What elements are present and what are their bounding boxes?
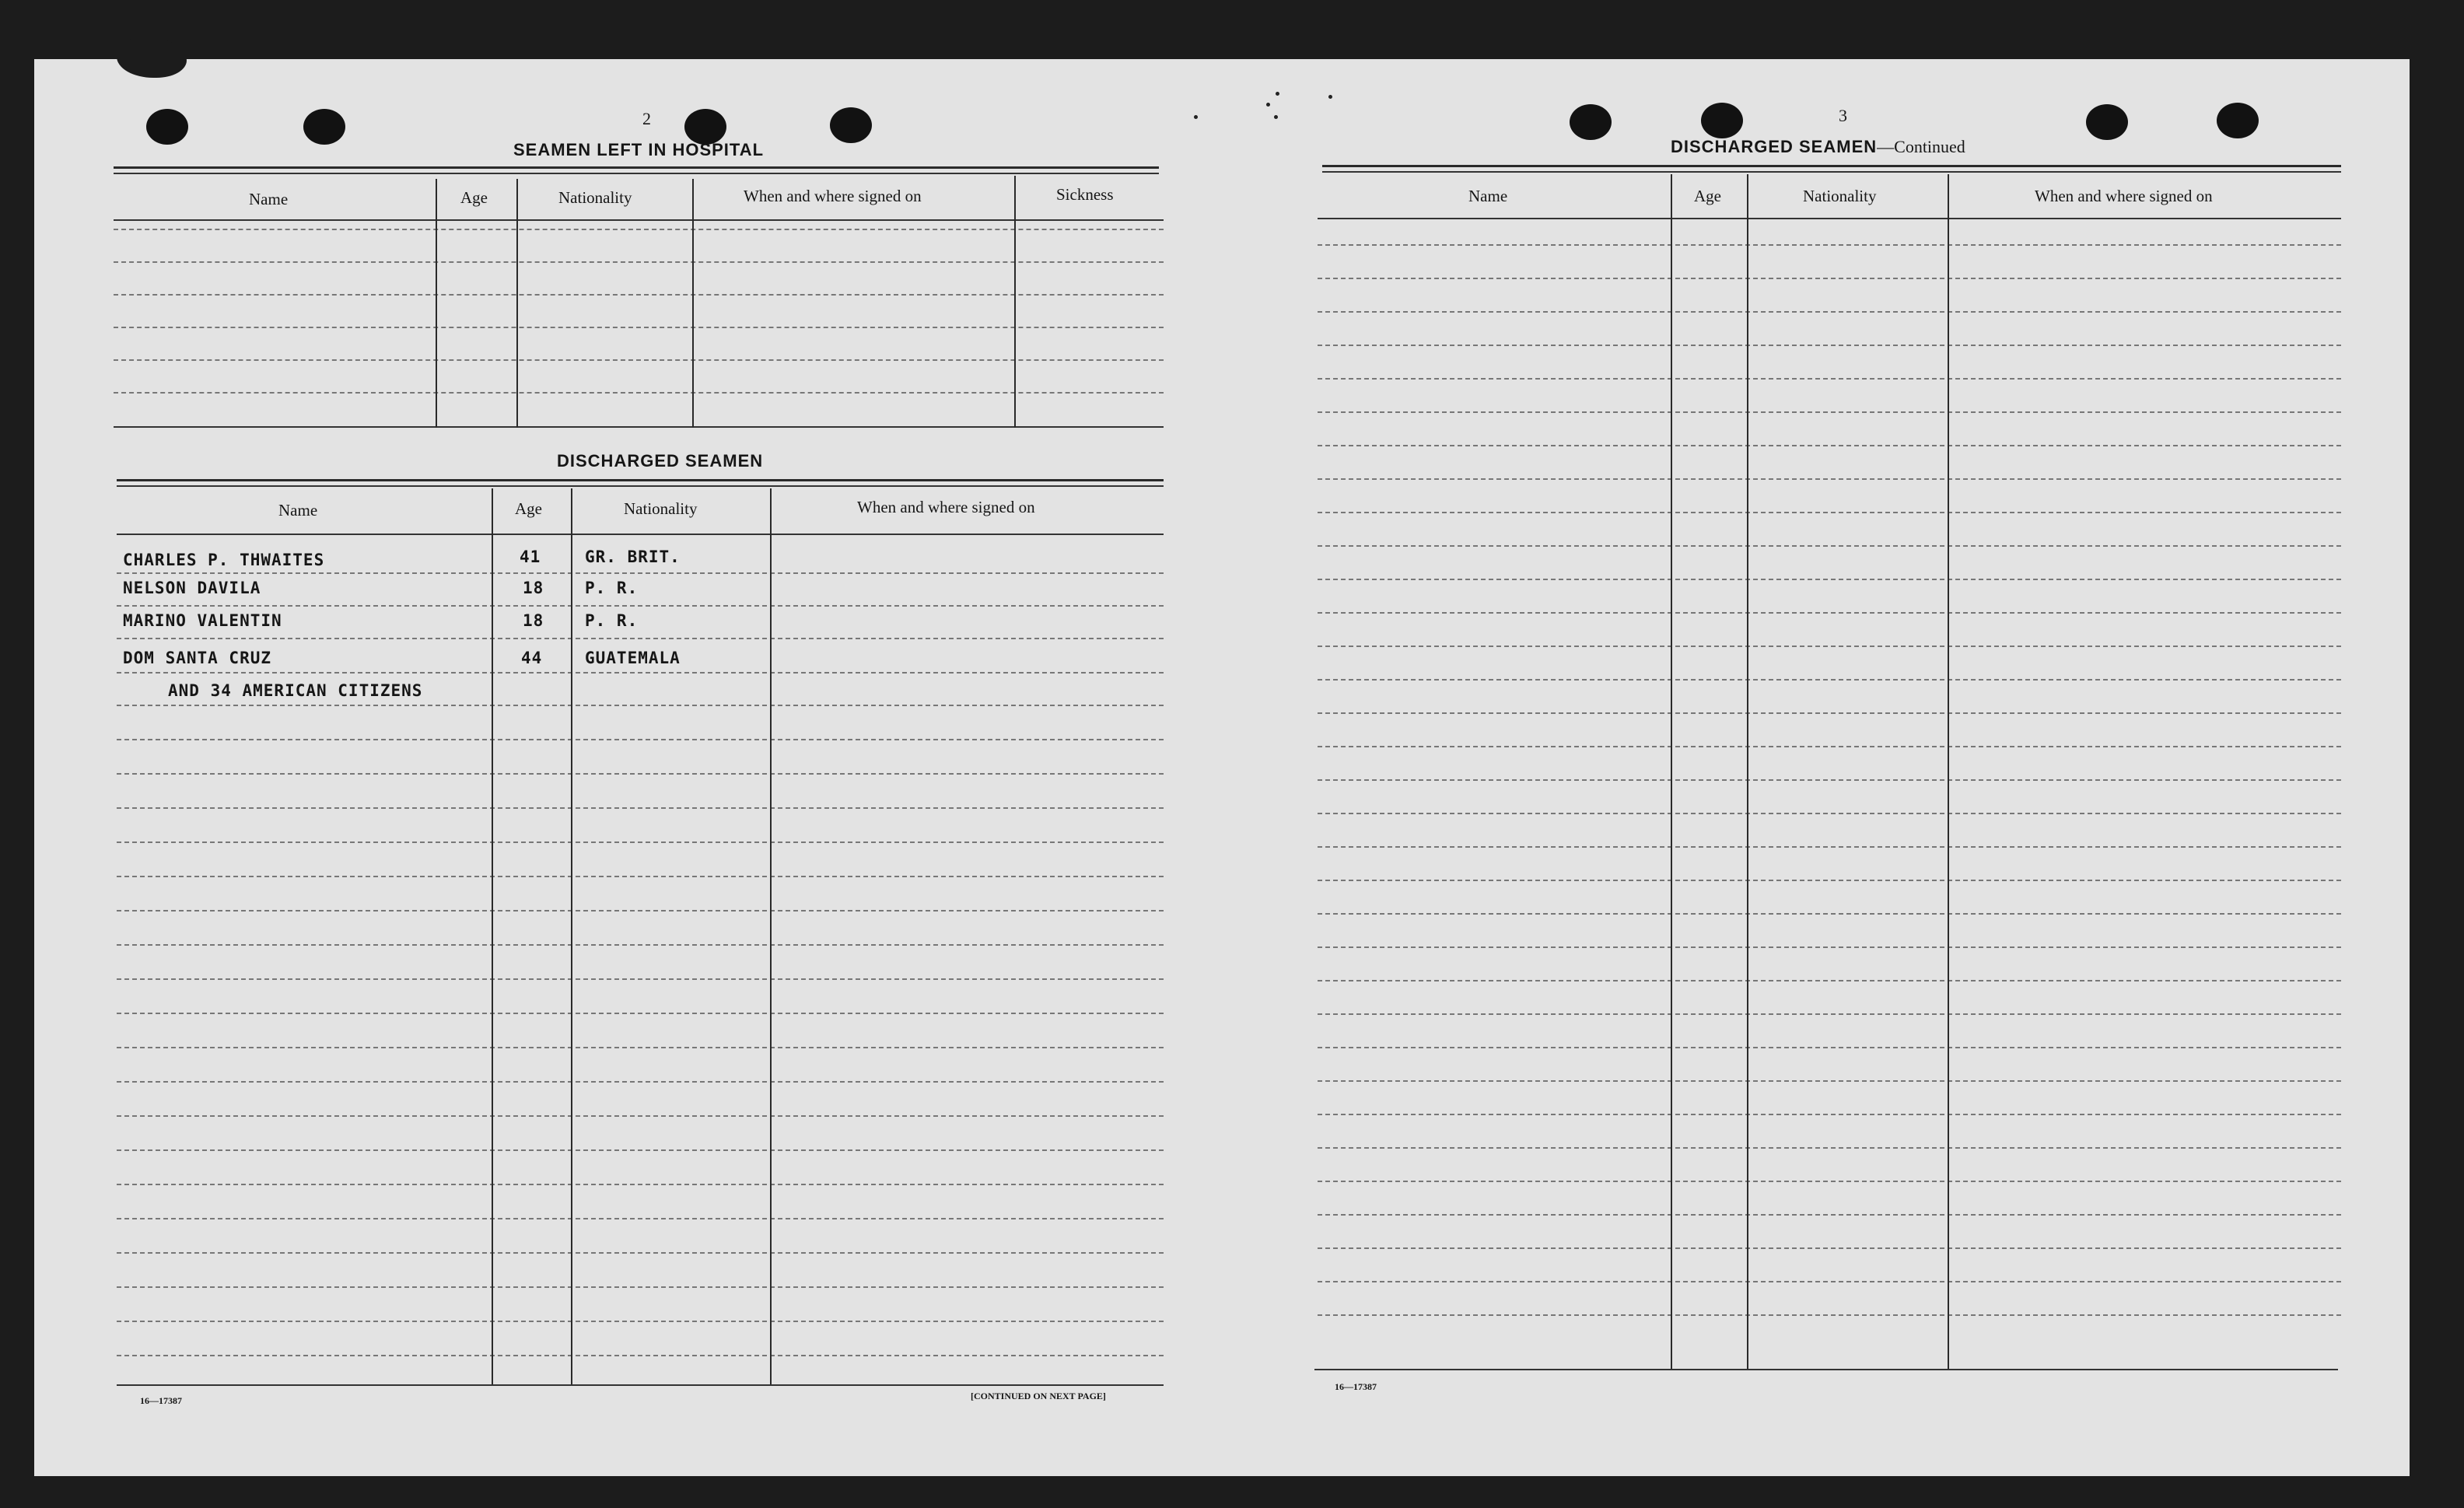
column-header-signed-on: When and where signed on — [857, 498, 1035, 516]
rule — [114, 261, 1164, 263]
rule — [117, 1384, 1164, 1386]
rule — [117, 944, 1164, 946]
cell-nationality: GUATEMALA — [585, 649, 681, 667]
rule — [1318, 1047, 2341, 1048]
cell-name: NELSON DAVILA — [123, 579, 261, 597]
rule — [1318, 218, 2341, 219]
rule — [1314, 1369, 2338, 1370]
rule — [1318, 1314, 2341, 1316]
rule — [1318, 378, 2341, 380]
form-number: 16—17387 — [140, 1395, 182, 1406]
speck — [1194, 115, 1198, 119]
column-header-name: Name — [278, 501, 318, 520]
cell-age: 41 — [520, 548, 541, 566]
rule — [117, 1115, 1164, 1117]
rule — [117, 1184, 1164, 1185]
page-number: 3 — [1839, 106, 1847, 125]
punch-hole — [1570, 104, 1612, 140]
rule — [117, 1321, 1164, 1322]
rule — [1318, 746, 2341, 747]
rule — [117, 739, 1164, 740]
rule — [1322, 171, 2341, 173]
rule — [117, 534, 1164, 535]
speck — [1266, 103, 1270, 107]
rule — [1318, 545, 2341, 547]
cell-name: DOM SANTA CRUZ — [123, 649, 272, 667]
rule — [114, 229, 1164, 230]
cell-nationality: P. R. — [585, 579, 639, 597]
column-divider — [571, 488, 572, 1384]
rule — [114, 173, 1159, 174]
column-header-signed-on: When and where signed on — [744, 187, 922, 205]
rule — [117, 773, 1164, 775]
rule — [117, 1081, 1164, 1083]
rule — [1318, 1013, 2341, 1015]
rule — [1318, 913, 2341, 915]
torn-corner — [117, 37, 187, 78]
rule — [1322, 165, 2341, 167]
rule — [1318, 278, 2341, 279]
rule — [1318, 1247, 2341, 1249]
punch-hole — [1701, 103, 1743, 138]
rule — [117, 876, 1164, 877]
column-header-name: Name — [249, 190, 289, 208]
rule — [117, 978, 1164, 980]
discharged-continued-title — [1671, 137, 1965, 157]
column-header-age: Age — [460, 188, 488, 207]
rule — [1318, 980, 2341, 981]
rule — [1318, 1147, 2341, 1149]
rule — [117, 638, 1164, 639]
form-number: 16—17387 — [1335, 1381, 1377, 1392]
rule — [1318, 411, 2341, 413]
rule — [1318, 478, 2341, 480]
rule — [114, 426, 1164, 428]
rule — [1318, 1281, 2341, 1282]
rule — [1318, 345, 2341, 346]
column-divider — [436, 179, 437, 428]
rule — [1318, 1080, 2341, 1082]
column-divider — [492, 488, 493, 1384]
column-divider — [692, 179, 694, 428]
rule — [1318, 512, 2341, 513]
document-paper — [34, 59, 2410, 1476]
rule — [117, 1218, 1164, 1219]
column-header-age: Age — [1694, 187, 1721, 205]
title-suffix: —Continued — [1877, 137, 1965, 156]
rule — [114, 327, 1164, 328]
rule — [1318, 1114, 2341, 1115]
rule — [114, 294, 1164, 296]
rule — [117, 1355, 1164, 1356]
rule — [1318, 445, 2341, 446]
rule — [117, 485, 1164, 487]
rule — [1318, 946, 2341, 948]
rule — [114, 166, 1159, 169]
rule — [1318, 813, 2341, 814]
page-number: 2 — [642, 109, 651, 128]
column-header-name: Name — [1468, 187, 1508, 205]
rule — [117, 807, 1164, 809]
rule — [117, 841, 1164, 843]
column-divider — [1948, 174, 1949, 1369]
rule — [114, 392, 1164, 394]
column-header-nationality: Nationality — [558, 188, 632, 207]
rule — [117, 605, 1164, 607]
column-header-nationality: Nationality — [1803, 187, 1877, 205]
rule — [117, 705, 1164, 706]
rule — [1318, 1214, 2341, 1216]
rule — [117, 672, 1164, 674]
column-divider — [770, 488, 772, 1384]
rule — [117, 1047, 1164, 1048]
rule — [1318, 779, 2341, 781]
rule — [1318, 1181, 2341, 1182]
rule — [117, 910, 1164, 911]
rule — [1318, 612, 2341, 614]
cell-nationality: GR. BRIT. — [585, 548, 681, 566]
rule — [1318, 646, 2341, 647]
cell-age: 44 — [521, 649, 543, 667]
continued-note: [CONTINUED ON NEXT PAGE] — [971, 1391, 1106, 1401]
title-main: DISCHARGED SEAMEN — [1671, 137, 1878, 156]
rule — [1318, 679, 2341, 681]
rule — [1318, 244, 2341, 246]
rule — [117, 1286, 1164, 1288]
rule — [114, 359, 1164, 361]
rule — [114, 219, 1164, 221]
rule — [1318, 579, 2341, 580]
speck — [1276, 92, 1279, 96]
speck — [1274, 115, 1278, 119]
cell-age: 18 — [523, 579, 544, 597]
punch-hole — [830, 107, 872, 143]
rule — [117, 1013, 1164, 1014]
rule — [1318, 846, 2341, 848]
column-header-age: Age — [515, 499, 542, 518]
cell-nationality: P. R. — [585, 611, 639, 630]
column-divider — [516, 179, 518, 428]
cell-age: 18 — [523, 611, 544, 630]
column-divider — [1747, 174, 1748, 1369]
column-header-signed-on: When and where signed on — [2035, 187, 2213, 205]
rule — [117, 572, 1164, 574]
rule — [117, 1149, 1164, 1151]
rule — [1318, 311, 2341, 313]
punch-hole — [2217, 103, 2259, 138]
column-divider — [1671, 174, 1672, 1369]
rule — [1318, 880, 2341, 881]
cell-name: CHARLES P. THWAITES — [123, 551, 325, 569]
column-header-sickness: Sickness — [1056, 185, 1114, 204]
hospital-section-title: SEAMEN LEFT IN HOSPITAL — [513, 140, 765, 159]
speck — [1328, 95, 1332, 99]
note-american-citizens: AND 34 AMERICAN CITIZENS — [168, 681, 423, 700]
discharged-section-title: DISCHARGED SEAMEN — [557, 451, 764, 471]
punch-hole — [146, 109, 188, 145]
rule — [117, 479, 1164, 481]
rule — [117, 1252, 1164, 1254]
rule — [1318, 712, 2341, 714]
column-header-nationality: Nationality — [624, 499, 698, 518]
punch-hole — [2086, 104, 2128, 140]
cell-name: MARINO VALENTIN — [123, 611, 282, 630]
column-divider — [1014, 176, 1016, 428]
punch-hole — [303, 109, 345, 145]
